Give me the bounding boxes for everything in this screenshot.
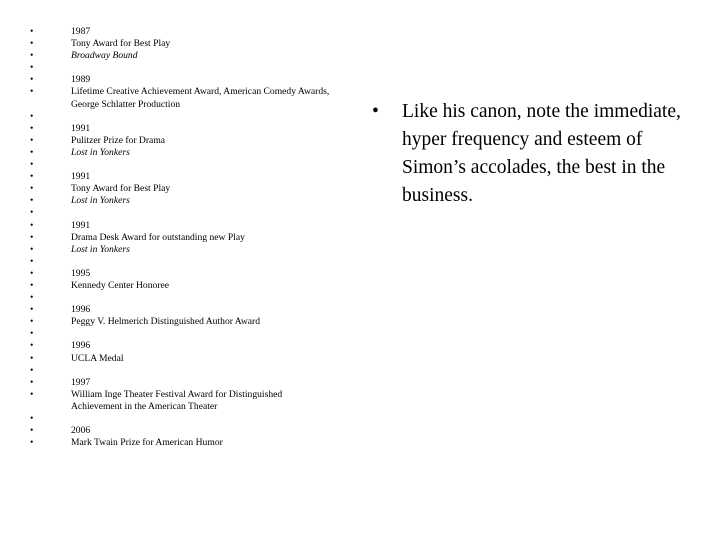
award-list-item <box>30 147 330 159</box>
award-list-text: 1996 <box>71 340 91 352</box>
award-list-text: William Inge Theater Festival Award for Distinguished Achievement in the American Theater <box>71 388 283 412</box>
bullet-icon: • <box>30 388 34 400</box>
bullet-icon: • <box>30 243 34 255</box>
award-list-item <box>30 377 330 389</box>
bullet-icon: • <box>30 316 34 328</box>
award-list-item <box>30 207 330 219</box>
award-list-text: Lost in Yonkers <box>71 243 130 255</box>
bullet-icon: • <box>30 171 34 183</box>
award-list-item <box>30 268 330 280</box>
bullet-icon: • <box>30 219 34 231</box>
award-list-text: 1991 <box>71 219 91 231</box>
bullet-icon: • <box>30 279 34 291</box>
award-list-text: Tony Award for Best Play <box>71 38 171 50</box>
award-list-item <box>30 437 330 449</box>
award-list-item <box>30 74 330 86</box>
award-list-text: 1995 <box>71 267 91 279</box>
award-list-item <box>30 232 330 244</box>
award-list-item <box>30 220 330 232</box>
award-list-item <box>30 183 330 195</box>
bullet-icon: • <box>30 38 34 50</box>
bullet-icon: • <box>30 340 34 352</box>
bullet-icon: • <box>372 101 379 122</box>
award-list-item <box>30 353 330 365</box>
bullet-icon: • <box>30 146 34 158</box>
award-list-item <box>30 413 330 425</box>
award-list-text: Lost in Yonkers <box>71 146 130 158</box>
bullet-icon: • <box>30 231 34 243</box>
award-list-text: Lost in Yonkers <box>71 195 130 207</box>
award-list-item <box>30 304 330 316</box>
award-list-item <box>30 62 330 74</box>
commentary-box <box>372 98 702 210</box>
award-list-text: UCLA Medal <box>71 352 124 364</box>
award-list-item <box>30 26 330 38</box>
award-list-item <box>30 425 330 437</box>
award-list-item <box>30 171 330 183</box>
bullet-icon: • <box>30 50 34 62</box>
award-list-text: Kennedy Center Honoree <box>71 279 170 291</box>
award-list-item <box>30 195 330 207</box>
award-list-item <box>30 159 330 171</box>
bullet-icon: • <box>30 413 34 424</box>
bullet-icon: • <box>30 183 34 195</box>
bullet-icon: • <box>30 122 34 134</box>
award-list-text: 1991 <box>71 122 91 134</box>
bullet-icon: • <box>30 74 34 86</box>
awards-list <box>30 26 330 449</box>
award-list-text: 1989 <box>71 74 91 86</box>
award-list-item <box>30 50 330 62</box>
award-list-text: Broadway Bound <box>71 50 138 62</box>
award-list-text: 1997 <box>71 376 91 388</box>
award-list-text: Lifetime Creative Achievement Award, American Comedy Awards, George Schlatter Production <box>71 86 330 110</box>
bullet-icon: • <box>30 267 34 279</box>
bullet-icon: • <box>30 195 34 207</box>
award-list-item <box>30 340 330 352</box>
award-list-item <box>30 389 330 413</box>
bullet-icon: • <box>30 304 34 316</box>
award-list-text: Tony Award for Best Play <box>71 183 171 195</box>
award-list-text: 1987 <box>71 26 91 37</box>
bullet-icon: • <box>30 425 34 437</box>
award-list-item <box>30 38 330 50</box>
award-list-item <box>30 316 330 328</box>
commentary-text: Like his canon, note the immediate, hyper frequency and esteem of Simon’s accolades, the best in the business. <box>402 101 681 206</box>
award-list-text: Peggy V. Helmerich Distinguished Author Award <box>71 316 261 328</box>
award-list-item <box>30 292 330 304</box>
bullet-icon: • <box>30 437 34 449</box>
award-list-item <box>30 135 330 147</box>
award-list-text: 1996 <box>71 304 91 316</box>
bullet-icon: • <box>30 292 34 304</box>
award-list-text: Pulitzer Prize for Drama <box>71 134 166 146</box>
bullet-icon: • <box>30 376 34 388</box>
award-list-item <box>30 365 330 377</box>
award-list-item <box>30 111 330 123</box>
award-list-text: 2006 <box>71 425 91 437</box>
bullet-icon: • <box>30 134 34 146</box>
bullet-icon: • <box>30 364 34 376</box>
award-list-item <box>30 328 330 340</box>
bullet-icon: • <box>30 86 34 98</box>
bullet-icon: • <box>30 62 34 74</box>
award-list-text: Drama Desk Award for outstanding new Play <box>71 231 245 243</box>
award-list-text: Mark Twain Prize for American Humor <box>71 437 223 449</box>
award-list-item <box>30 280 330 292</box>
bullet-icon: • <box>30 352 34 364</box>
bullet-icon: • <box>30 110 34 122</box>
award-list-text: 1991 <box>71 171 91 183</box>
award-list-item <box>30 123 330 135</box>
award-list-item <box>30 256 330 268</box>
bullet-icon: • <box>30 255 34 267</box>
bullet-icon: • <box>30 159 34 171</box>
award-list-item <box>30 86 330 110</box>
award-list-item <box>30 244 330 256</box>
bullet-icon: • <box>30 26 34 37</box>
bullet-icon: • <box>30 207 34 219</box>
bullet-icon: • <box>30 328 34 340</box>
